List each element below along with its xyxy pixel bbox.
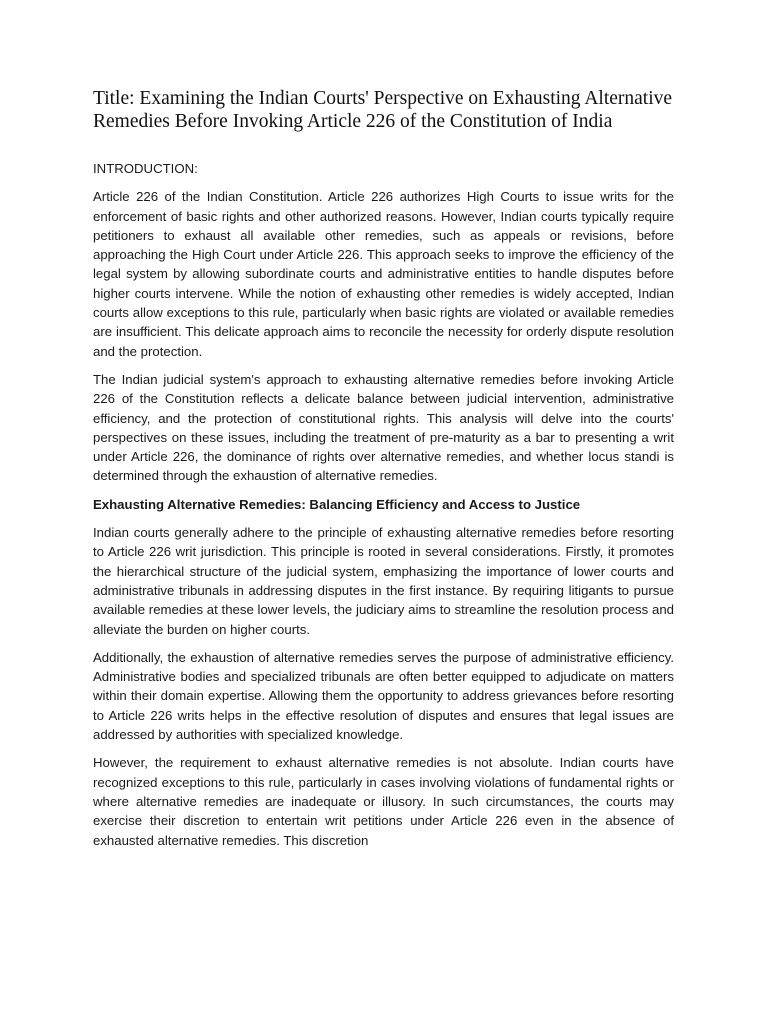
section-subheading: Exhausting Alternative Remedies: Balancing Efficiency and Access to Justice	[93, 496, 581, 512]
section-paragraph-1: Indian courts generally adhere to the principle of exhausting alternative remedies before resorting to Article 226 writ jurisdiction. This principle is rooted in several considerations. Firstly, it promotes the hierarchical structure of the judicial system, emphasizing the importance of lower courts and administrative tribunals in addressing disputes in the first instance. By requiring litigants to pursue available remedies at these lower levels, the judiciary aims to streamline the resolution process and alleviate the burden on higher courts.	[93, 525, 674, 637]
intro-paragraph-2: The Indian judicial system's approach to exhausting alternative remedies before invoking Article 226 of the Constitution reflects a delicate balance between judicial intervention, administrative efficiency, and the protection of constitutional rights. This analysis will delve into the courts' perspectives on these issues, including the treatment of pre-maturity as a bar to presenting a writ under Article 226, the dominance of rights over alternative remedies, and whether locus standi is determined through the exhaustion of alternative remedies.	[93, 371, 674, 484]
section-paragraph-3: However, the requirement to exhaust alternative remedies is not absolute. Indian courts have recognized exceptions to this rule, particularly in cases involving violations of fundamental rights or where alternative remedies are inadequate or illusory. In such circumstances, the courts may exercise their discretion to entertain writ petitions under Article 226 even in the absence of exhausted alternative remedies. This discretion	[93, 755, 674, 848]
intro-paragraph-1: Article 226 of the Indian Constitution. Article 226 authorizes High Courts to issue writs for the enforcement of basic rights and other authorized reasons. However, Indian courts typically require petitioners to exhaust all available other remedies, such as appeals or revisions, before approaching the High Court under Article 226. This approach seeks to improve the efficiency of the legal system by allowing subordinate courts and administrative entities to handle disputes before higher courts intervene. While the notion of exhausting other remedies is widely accepted, Indian courts allow exceptions to this rule, particularly when basic rights are violated or available remedies are insufficient. This delicate approach aims to reconcile the necessity for orderly dispute resolution and the protection.	[93, 189, 674, 359]
document-title: Title: Examining the Indian Courts' Perspective on Exhausting Alternative Remedies Before Invoking Article 226 of the Constitution of India	[93, 88, 673, 132]
section-paragraph-2: Additionally, the exhaustion of alternative remedies serves the purpose of administrative efficiency. Administrative bodies and specialized tribunals are often better equipped to adjudicate on matters within their domain expertise. Allowing them the opportunity to address grievances before resorting to Article 226 writs helps in the effective resolution of disputes and ensures that legal issues are addressed by authorities with specialized knowledge.	[93, 649, 674, 743]
document-page	[93, 87, 674, 859]
introduction-label: INTRODUCTION:	[93, 161, 198, 176]
